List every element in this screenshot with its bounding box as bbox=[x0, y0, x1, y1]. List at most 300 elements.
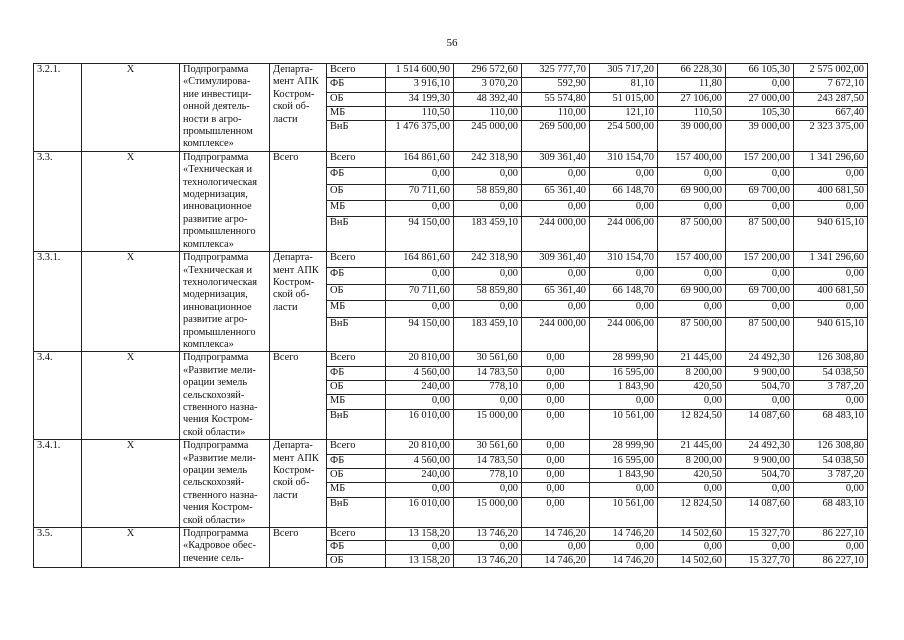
amount-cell: 0,00 bbox=[522, 366, 590, 380]
amount-cell: 21 445,00 bbox=[658, 440, 726, 454]
budget-table bbox=[33, 63, 868, 568]
amount-cell: 87 500,00 bbox=[658, 217, 726, 252]
amount-cell: 0,00 bbox=[726, 268, 794, 284]
amount-cell: 0,00 bbox=[454, 541, 522, 554]
funding-source: ФБ bbox=[327, 366, 386, 380]
program-name-line: ской области» bbox=[183, 426, 246, 438]
executor-line: Всего bbox=[273, 352, 299, 364]
program-name-line: орации земель bbox=[183, 377, 248, 389]
amount-cell: 325 777,70 bbox=[522, 64, 590, 78]
amount-cell: 0,00 bbox=[386, 541, 454, 554]
amount-cell: 21 445,00 bbox=[658, 352, 726, 366]
executor bbox=[270, 64, 327, 152]
amount-cell: 2 575 002,00 bbox=[794, 64, 868, 78]
section-mark: X bbox=[82, 352, 180, 440]
funding-source: ФБ bbox=[327, 454, 386, 468]
funding-source: ВнБ bbox=[327, 121, 386, 151]
amount-cell: 28 999,90 bbox=[590, 440, 658, 454]
amount-cell: 0,00 bbox=[726, 168, 794, 184]
program-name-line: промышленном bbox=[183, 126, 253, 138]
amount-cell: 110,00 bbox=[454, 107, 522, 121]
amount-cell: 70 711,60 bbox=[386, 184, 454, 200]
program-name-line: «Техническая и bbox=[183, 264, 253, 276]
program-name-line: печение сель- bbox=[183, 552, 244, 564]
amount-cell: 94 150,00 bbox=[386, 317, 454, 352]
program-name-line: модернизация, bbox=[183, 289, 248, 301]
amount-cell: 0,00 bbox=[522, 268, 590, 284]
amount-cell: 16 595,00 bbox=[590, 366, 658, 380]
program-name-line: технологическая bbox=[183, 176, 258, 188]
amount-cell: 310 154,70 bbox=[590, 151, 658, 167]
program-name-line: развитие агро- bbox=[183, 213, 248, 225]
amount-cell: 242 318,90 bbox=[454, 252, 522, 268]
amount-cell: 0,00 bbox=[794, 168, 868, 184]
amount-cell: 34 199,30 bbox=[386, 92, 454, 106]
program-name-line: ности в агро- bbox=[183, 113, 242, 125]
amount-cell: 1 341 296,60 bbox=[794, 252, 868, 268]
amount-cell: 309 361,40 bbox=[522, 252, 590, 268]
amount-cell: 164 861,60 bbox=[386, 151, 454, 167]
executor-line: ласти bbox=[273, 113, 298, 125]
amount-cell: 0,00 bbox=[522, 483, 590, 497]
amount-cell: 0,00 bbox=[386, 200, 454, 216]
amount-cell: 244 006,00 bbox=[590, 217, 658, 252]
amount-cell: 269 500,00 bbox=[522, 121, 590, 151]
amount-cell: 1 476 375,00 bbox=[386, 121, 454, 151]
table-row bbox=[34, 440, 868, 454]
program-name-line: «Стимулирова- bbox=[183, 76, 251, 88]
funding-source: Всего bbox=[327, 64, 386, 78]
amount-cell: 157 400,00 bbox=[658, 252, 726, 268]
program-name-line: «Развитие мели- bbox=[183, 452, 256, 464]
amount-cell: 420,50 bbox=[658, 381, 726, 395]
executor-line: Костром- bbox=[273, 465, 315, 476]
amount-cell: 0,00 bbox=[454, 395, 522, 409]
executor bbox=[270, 252, 327, 352]
amount-cell: 81,10 bbox=[590, 78, 658, 92]
amount-cell: 14 746,20 bbox=[590, 554, 658, 567]
amount-cell: 16 010,00 bbox=[386, 497, 454, 527]
section-code: 3.2.1. bbox=[34, 64, 82, 152]
amount-cell: 68 483,10 bbox=[794, 409, 868, 439]
program-name-line: Подпрограмма bbox=[183, 528, 249, 540]
amount-cell: 305 717,20 bbox=[590, 64, 658, 78]
amount-cell: 121,10 bbox=[590, 107, 658, 121]
amount-cell: 68 483,10 bbox=[794, 497, 868, 527]
amount-cell: 3 787,20 bbox=[794, 381, 868, 395]
program-name-line: инновационное bbox=[183, 301, 252, 313]
amount-cell: 3 787,20 bbox=[794, 468, 868, 482]
amount-cell: 39 000,00 bbox=[726, 121, 794, 151]
amount-cell: 0,00 bbox=[590, 301, 658, 317]
amount-cell: 15 327,70 bbox=[726, 554, 794, 567]
amount-cell: 10 561,00 bbox=[590, 497, 658, 527]
amount-cell: 58 859,80 bbox=[454, 284, 522, 300]
program-name-line: онной деятель- bbox=[183, 101, 250, 113]
amount-cell: 86 227,10 bbox=[794, 528, 868, 541]
executor-line: мент АПК bbox=[273, 264, 319, 276]
amount-cell: 13 158,20 bbox=[386, 528, 454, 541]
amount-cell: 16 595,00 bbox=[590, 454, 658, 468]
amount-cell: 12 824,50 bbox=[658, 497, 726, 527]
amount-cell: 0,00 bbox=[726, 301, 794, 317]
amount-cell: 0,00 bbox=[590, 395, 658, 409]
amount-cell: 0,00 bbox=[454, 301, 522, 317]
amount-cell: 70 711,60 bbox=[386, 284, 454, 300]
amount-cell: 0,00 bbox=[726, 78, 794, 92]
executor-line: ласти bbox=[273, 489, 298, 501]
amount-cell: 4 560,00 bbox=[386, 366, 454, 380]
amount-cell: 1 843,90 bbox=[590, 381, 658, 395]
program-name-line: сельскохозяй- bbox=[183, 389, 245, 401]
amount-cell: 20 810,00 bbox=[386, 352, 454, 366]
amount-cell: 1 843,90 bbox=[590, 468, 658, 482]
amount-cell: 0,00 bbox=[522, 409, 590, 439]
program-name bbox=[180, 64, 270, 152]
amount-cell: 27 106,00 bbox=[658, 92, 726, 106]
table-row bbox=[34, 352, 868, 366]
amount-cell: 12 824,50 bbox=[658, 409, 726, 439]
executor-line: мент АПК bbox=[273, 76, 319, 88]
executor-line: ской об- bbox=[273, 289, 310, 301]
amount-cell: 778,10 bbox=[454, 381, 522, 395]
program-name bbox=[180, 252, 270, 352]
amount-cell: 0,00 bbox=[658, 541, 726, 554]
amount-cell: 65 361,40 bbox=[522, 284, 590, 300]
amount-cell: 183 459,10 bbox=[454, 217, 522, 252]
page-number: 56 bbox=[446, 37, 458, 49]
funding-source: ФБ bbox=[327, 78, 386, 92]
amount-cell: 0,00 bbox=[658, 483, 726, 497]
executor-line: Департа- bbox=[273, 64, 313, 75]
executor-line: Костром- bbox=[273, 88, 315, 100]
amount-cell: 55 574,80 bbox=[522, 92, 590, 106]
program-name bbox=[180, 528, 270, 568]
amount-cell: 240,00 bbox=[386, 381, 454, 395]
amount-cell: 94 150,00 bbox=[386, 217, 454, 252]
amount-cell: 9 900,00 bbox=[726, 366, 794, 380]
amount-cell: 69 900,00 bbox=[658, 284, 726, 300]
program-name-line: «Кадровое обес- bbox=[183, 540, 256, 552]
executor-line: Департа- bbox=[273, 440, 313, 452]
amount-cell: 13 158,20 bbox=[386, 554, 454, 567]
amount-cell: 157 400,00 bbox=[658, 151, 726, 167]
program-name-line: Подпрограмма bbox=[183, 151, 249, 163]
section-mark: X bbox=[82, 440, 180, 528]
amount-cell: 14 502,60 bbox=[658, 554, 726, 567]
amount-cell: 0,00 bbox=[454, 168, 522, 184]
amount-cell: 0,00 bbox=[522, 301, 590, 317]
amount-cell: 66 105,30 bbox=[726, 64, 794, 78]
amount-cell: 0,00 bbox=[522, 352, 590, 366]
program-name-line: инновационное bbox=[183, 201, 252, 213]
amount-cell: 0,00 bbox=[590, 168, 658, 184]
program-name-line: Подпрограмма bbox=[183, 64, 249, 75]
amount-cell: 14 087,60 bbox=[726, 409, 794, 439]
amount-cell: 0,00 bbox=[658, 301, 726, 317]
amount-cell: 1 514 600,90 bbox=[386, 64, 454, 78]
amount-cell: 126 308,80 bbox=[794, 440, 868, 454]
amount-cell: 69 700,00 bbox=[726, 284, 794, 300]
section-mark: X bbox=[82, 151, 180, 251]
amount-cell: 110,50 bbox=[658, 107, 726, 121]
funding-source: ОБ bbox=[327, 184, 386, 200]
amount-cell: 0,00 bbox=[454, 268, 522, 284]
amount-cell: 940 615,10 bbox=[794, 317, 868, 352]
section-mark: X bbox=[82, 528, 180, 568]
amount-cell: 157 200,00 bbox=[726, 252, 794, 268]
amount-cell: 66 148,70 bbox=[590, 284, 658, 300]
amount-cell: 110,00 bbox=[522, 107, 590, 121]
amount-cell: 242 318,90 bbox=[454, 151, 522, 167]
amount-cell: 14 746,20 bbox=[522, 554, 590, 567]
executor-line: Всего bbox=[273, 151, 299, 163]
program-name-line: ственного назна- bbox=[183, 489, 258, 501]
amount-cell: 0,00 bbox=[794, 395, 868, 409]
amount-cell: 66 148,70 bbox=[590, 184, 658, 200]
amount-cell: 0,00 bbox=[794, 483, 868, 497]
amount-cell: 243 287,50 bbox=[794, 92, 868, 106]
amount-cell: 0,00 bbox=[522, 440, 590, 454]
amount-cell: 30 561,60 bbox=[454, 440, 522, 454]
amount-cell: 0,00 bbox=[658, 200, 726, 216]
amount-cell: 0,00 bbox=[726, 395, 794, 409]
amount-cell: 8 200,00 bbox=[658, 366, 726, 380]
amount-cell: 0,00 bbox=[590, 200, 658, 216]
program-name-line: ние инвестици- bbox=[183, 88, 252, 100]
amount-cell: 0,00 bbox=[522, 541, 590, 554]
amount-cell: 504,70 bbox=[726, 381, 794, 395]
amount-cell: 0,00 bbox=[522, 454, 590, 468]
amount-cell: 14 746,20 bbox=[522, 528, 590, 541]
budget-table-body bbox=[34, 64, 868, 568]
amount-cell: 15 000,00 bbox=[454, 497, 522, 527]
amount-cell: 13 746,20 bbox=[454, 528, 522, 541]
funding-source: ОБ bbox=[327, 92, 386, 106]
section-code: 3.4.1. bbox=[34, 440, 82, 528]
funding-source: Всего bbox=[327, 352, 386, 366]
program-name-line: «Техническая и bbox=[183, 164, 253, 176]
amount-cell: 110,50 bbox=[386, 107, 454, 121]
table-row bbox=[34, 151, 868, 167]
program-name-line: ской области» bbox=[183, 514, 246, 526]
amount-cell: 309 361,40 bbox=[522, 151, 590, 167]
program-name bbox=[180, 151, 270, 251]
amount-cell: 0,00 bbox=[794, 541, 868, 554]
amount-cell: 164 861,60 bbox=[386, 252, 454, 268]
amount-cell: 87 500,00 bbox=[726, 217, 794, 252]
funding-source: ВнБ bbox=[327, 409, 386, 439]
amount-cell: 504,70 bbox=[726, 468, 794, 482]
amount-cell: 69 900,00 bbox=[658, 184, 726, 200]
amount-cell: 1 341 296,60 bbox=[794, 151, 868, 167]
amount-cell: 244 006,00 bbox=[590, 317, 658, 352]
amount-cell: 4 560,00 bbox=[386, 454, 454, 468]
amount-cell: 30 561,60 bbox=[454, 352, 522, 366]
amount-cell: 592,90 bbox=[522, 78, 590, 92]
amount-cell: 244 000,00 bbox=[522, 217, 590, 252]
amount-cell: 3 070,20 bbox=[454, 78, 522, 92]
amount-cell: 27 000,00 bbox=[726, 92, 794, 106]
amount-cell: 400 681,50 bbox=[794, 284, 868, 300]
amount-cell: 51 015,00 bbox=[590, 92, 658, 106]
program-name-line: орации земель bbox=[183, 465, 248, 476]
amount-cell: 14 502,60 bbox=[658, 528, 726, 541]
section-code: 3.4. bbox=[34, 352, 82, 440]
funding-source: МБ bbox=[327, 107, 386, 121]
amount-cell: 667,40 bbox=[794, 107, 868, 121]
amount-cell: 8 200,00 bbox=[658, 454, 726, 468]
amount-cell: 54 038,50 bbox=[794, 454, 868, 468]
amount-cell: 0,00 bbox=[590, 483, 658, 497]
section-code: 3.5. bbox=[34, 528, 82, 568]
program-name-line: комплекса» bbox=[183, 338, 234, 350]
program-name-line: ственного назна- bbox=[183, 401, 258, 413]
funding-source: ОБ bbox=[327, 284, 386, 300]
table-row bbox=[34, 64, 868, 78]
amount-cell: 13 746,20 bbox=[454, 554, 522, 567]
amount-cell: 126 308,80 bbox=[794, 352, 868, 366]
amount-cell: 0,00 bbox=[726, 200, 794, 216]
executor bbox=[270, 352, 327, 440]
program-name bbox=[180, 440, 270, 528]
executor bbox=[270, 151, 327, 251]
executor-line: мент АПК bbox=[273, 452, 319, 464]
amount-cell: 296 572,60 bbox=[454, 64, 522, 78]
funding-source: ВнБ bbox=[327, 217, 386, 252]
amount-cell: 0,00 bbox=[658, 395, 726, 409]
amount-cell: 157 200,00 bbox=[726, 151, 794, 167]
executor-line: ской об- bbox=[273, 101, 310, 113]
program-name-line: модернизация, bbox=[183, 189, 248, 201]
funding-source: Всего bbox=[327, 528, 386, 541]
amount-cell: 24 492,30 bbox=[726, 440, 794, 454]
funding-source: ВнБ bbox=[327, 497, 386, 527]
amount-cell: 54 038,50 bbox=[794, 366, 868, 380]
amount-cell: 14 783,50 bbox=[454, 454, 522, 468]
program-name-line: промышленного bbox=[183, 326, 256, 338]
amount-cell: 0,00 bbox=[454, 200, 522, 216]
amount-cell: 87 500,00 bbox=[658, 317, 726, 352]
executor bbox=[270, 440, 327, 528]
program-name-line: чения Костром- bbox=[183, 414, 253, 426]
amount-cell: 0,00 bbox=[386, 268, 454, 284]
funding-source: МБ bbox=[327, 301, 386, 317]
amount-cell: 87 500,00 bbox=[726, 317, 794, 352]
amount-cell: 10 561,00 bbox=[590, 409, 658, 439]
amount-cell: 0,00 bbox=[454, 483, 522, 497]
amount-cell: 310 154,70 bbox=[590, 252, 658, 268]
funding-source: Всего bbox=[327, 440, 386, 454]
program-name-line: «Развитие мели- bbox=[183, 364, 256, 376]
amount-cell: 24 492,30 bbox=[726, 352, 794, 366]
amount-cell: 11,80 bbox=[658, 78, 726, 92]
executor bbox=[270, 528, 327, 568]
amount-cell: 245 000,00 bbox=[454, 121, 522, 151]
amount-cell: 2 323 375,00 bbox=[794, 121, 868, 151]
funding-source: ФБ bbox=[327, 268, 386, 284]
executor-line: Департа- bbox=[273, 252, 313, 264]
amount-cell: 0,00 bbox=[590, 541, 658, 554]
amount-cell: 105,30 bbox=[726, 107, 794, 121]
amount-cell: 0,00 bbox=[522, 395, 590, 409]
amount-cell: 940 615,10 bbox=[794, 217, 868, 252]
program-name-line: Подпрограмма bbox=[183, 440, 249, 452]
funding-source: МБ bbox=[327, 200, 386, 216]
amount-cell: 14 783,50 bbox=[454, 366, 522, 380]
amount-cell: 0,00 bbox=[386, 395, 454, 409]
executor-line: Всего bbox=[273, 528, 299, 540]
program-name-line: развитие агро- bbox=[183, 314, 248, 326]
amount-cell: 420,50 bbox=[658, 468, 726, 482]
program-name-line: сельскохозяй- bbox=[183, 477, 245, 489]
amount-cell: 0,00 bbox=[726, 541, 794, 554]
program-name bbox=[180, 352, 270, 440]
amount-cell: 14 746,20 bbox=[590, 528, 658, 541]
funding-source: МБ bbox=[327, 395, 386, 409]
amount-cell: 16 010,00 bbox=[386, 409, 454, 439]
program-name-line: технологическая bbox=[183, 276, 258, 288]
amount-cell: 69 700,00 bbox=[726, 184, 794, 200]
amount-cell: 15 327,70 bbox=[726, 528, 794, 541]
amount-cell: 86 227,10 bbox=[794, 554, 868, 567]
funding-source: ОБ bbox=[327, 381, 386, 395]
amount-cell: 58 859,80 bbox=[454, 184, 522, 200]
section-code: 3.3. bbox=[34, 151, 82, 251]
amount-cell: 28 999,90 bbox=[590, 352, 658, 366]
amount-cell: 3 916,10 bbox=[386, 78, 454, 92]
funding-source: ОБ bbox=[327, 468, 386, 482]
amount-cell: 0,00 bbox=[522, 168, 590, 184]
funding-source: МБ bbox=[327, 483, 386, 497]
program-name-line: Подпрограмма bbox=[183, 352, 249, 364]
amount-cell: 0,00 bbox=[658, 168, 726, 184]
amount-cell: 400 681,50 bbox=[794, 184, 868, 200]
amount-cell: 0,00 bbox=[794, 200, 868, 216]
amount-cell: 244 000,00 bbox=[522, 317, 590, 352]
executor-line: ской об- bbox=[273, 477, 310, 489]
table-row bbox=[34, 528, 868, 541]
funding-source: ФБ bbox=[327, 168, 386, 184]
amount-cell: 0,00 bbox=[522, 200, 590, 216]
program-name-line: промышленного bbox=[183, 226, 256, 238]
funding-source: ФБ bbox=[327, 541, 386, 554]
funding-source: Всего bbox=[327, 151, 386, 167]
funding-source: Всего bbox=[327, 252, 386, 268]
amount-cell: 0,00 bbox=[522, 468, 590, 482]
amount-cell: 0,00 bbox=[522, 381, 590, 395]
program-name-line: комплекса» bbox=[183, 238, 234, 250]
table-row bbox=[34, 252, 868, 268]
amount-cell: 15 000,00 bbox=[454, 409, 522, 439]
funding-source: ВнБ bbox=[327, 317, 386, 352]
section-code: 3.3.1. bbox=[34, 252, 82, 352]
amount-cell: 0,00 bbox=[726, 483, 794, 497]
amount-cell: 14 087,60 bbox=[726, 497, 794, 527]
amount-cell: 183 459,10 bbox=[454, 317, 522, 352]
amount-cell: 0,00 bbox=[386, 301, 454, 317]
amount-cell: 7 672,10 bbox=[794, 78, 868, 92]
amount-cell: 0,00 bbox=[658, 268, 726, 284]
section-mark: X bbox=[82, 64, 180, 152]
program-name-line: Подпрограмма bbox=[183, 252, 249, 264]
amount-cell: 39 000,00 bbox=[658, 121, 726, 151]
amount-cell: 65 361,40 bbox=[522, 184, 590, 200]
amount-cell: 0,00 bbox=[590, 268, 658, 284]
amount-cell: 0,00 bbox=[386, 483, 454, 497]
funding-source: ОБ bbox=[327, 554, 386, 567]
amount-cell: 0,00 bbox=[794, 301, 868, 317]
